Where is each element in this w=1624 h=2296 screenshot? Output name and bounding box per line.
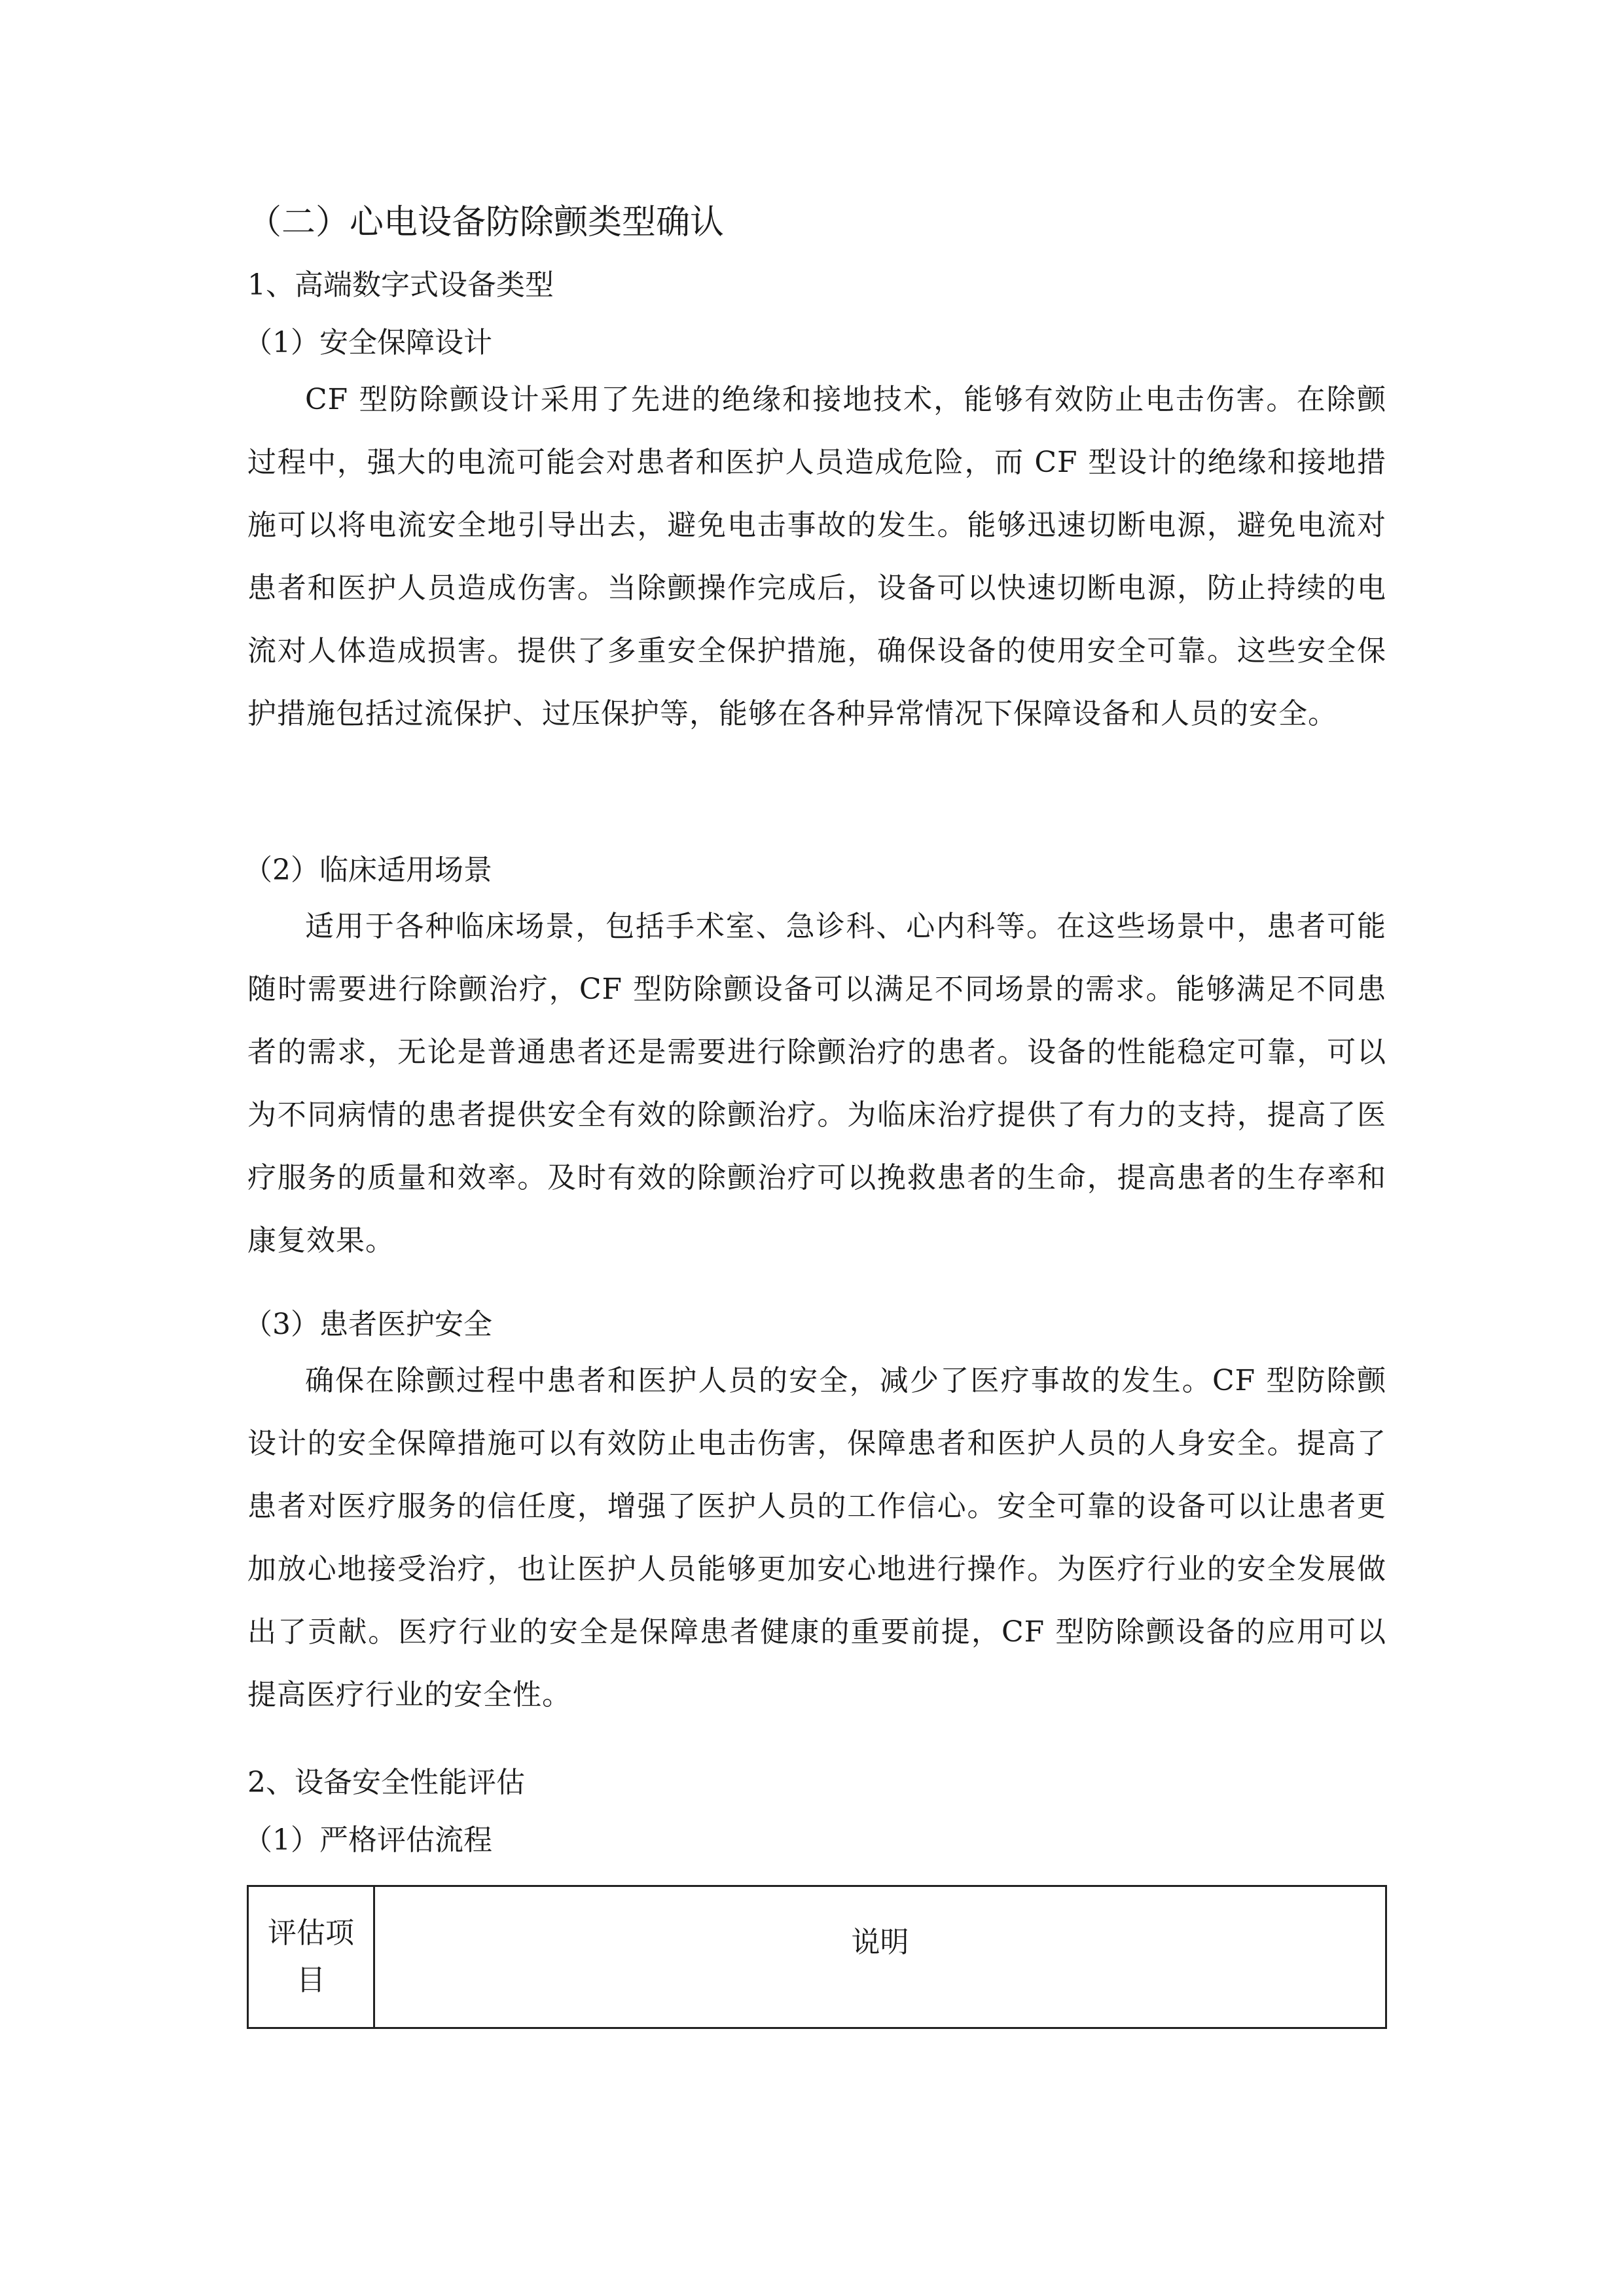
item-title-patient-safety: （3）患者医护安全	[244, 1308, 492, 1341]
section-heading: （二）心电设备防除颤类型确认	[247, 203, 725, 242]
item-title-safety-design: （1）安全保障设计	[244, 326, 492, 359]
item-title-evaluation-process: （1）严格评估流程	[244, 1823, 492, 1857]
paragraph-patient-safety: 确保在除颤过程中患者和医护人员的安全，减少了医疗事故的发生。CF 型防除颤设计的安全保障措施可以有效防止电击伤害，保障患者和医护人员的人身安全。提高了患者对医疗服务的信任度，增强了医护人员的工作信心。安全可靠的设备可以让患者更加放心地接受治疗，也让医护人员能够更加安心地进行操作。为医疗行业的安全发展做出了贡献。医疗行业的安全是保障患者健康的重要前提，CF 型防除颤设备的应用可以提高医疗行业的安全性。	[247, 1364, 1386, 1712]
evaluation-table	[247, 1885, 1387, 2029]
item-title-clinical-scenarios: （2）临床适用场景	[244, 853, 492, 887]
subsection-title-2: 2、设备安全性能评估	[247, 1766, 525, 1799]
table-header-item: 评估项目	[249, 1887, 374, 2027]
table-header-description: 说明	[851, 1926, 909, 1959]
paragraph-clinical-scenarios: 适用于各种临床场景，包括手术室、急诊科、心内科等。在这些场景中，患者可能随时需要进行除颤治疗，CF 型防除颤设备可以满足不同场景的需求。能够满足不同患者的需求，无论是普通患者还是需要进行除颤治疗的患者。设备的性能稳定可靠，可以为不同病情的患者提供安全有效的除颤治疗。为临床治疗提供了有力的支持，提高了医疗服务的质量和效率。及时有效的除颤治疗可以挽救患者的生命，提高患者的生存率和康复效果。	[247, 910, 1386, 1257]
paragraph-safety-design: CF 型防除颤设计采用了先进的绝缘和接地技术，能够有效防止电击伤害。在除颤过程中，强大的电流可能会对患者和医护人员造成危险，而 CF 型设计的绝缘和接地措施可以将电流安全地引导出去，避免电击事故的发生。能够迅速切断电源，避免电流对患者和医护人员造成伤害。当除颤操作完成后，设备可以快速切断电源，防止持续的电流对人体造成损害。提供了多重安全保护措施，确保设备的使用安全可靠。这些安全保护措施包括过流保护、过压保护等，能够在各种异常情况下保障设备和人员的安全。	[247, 383, 1386, 730]
subsection-title-1: 1、高端数字式设备类型	[247, 268, 554, 302]
table-header-row	[249, 1887, 1385, 2027]
